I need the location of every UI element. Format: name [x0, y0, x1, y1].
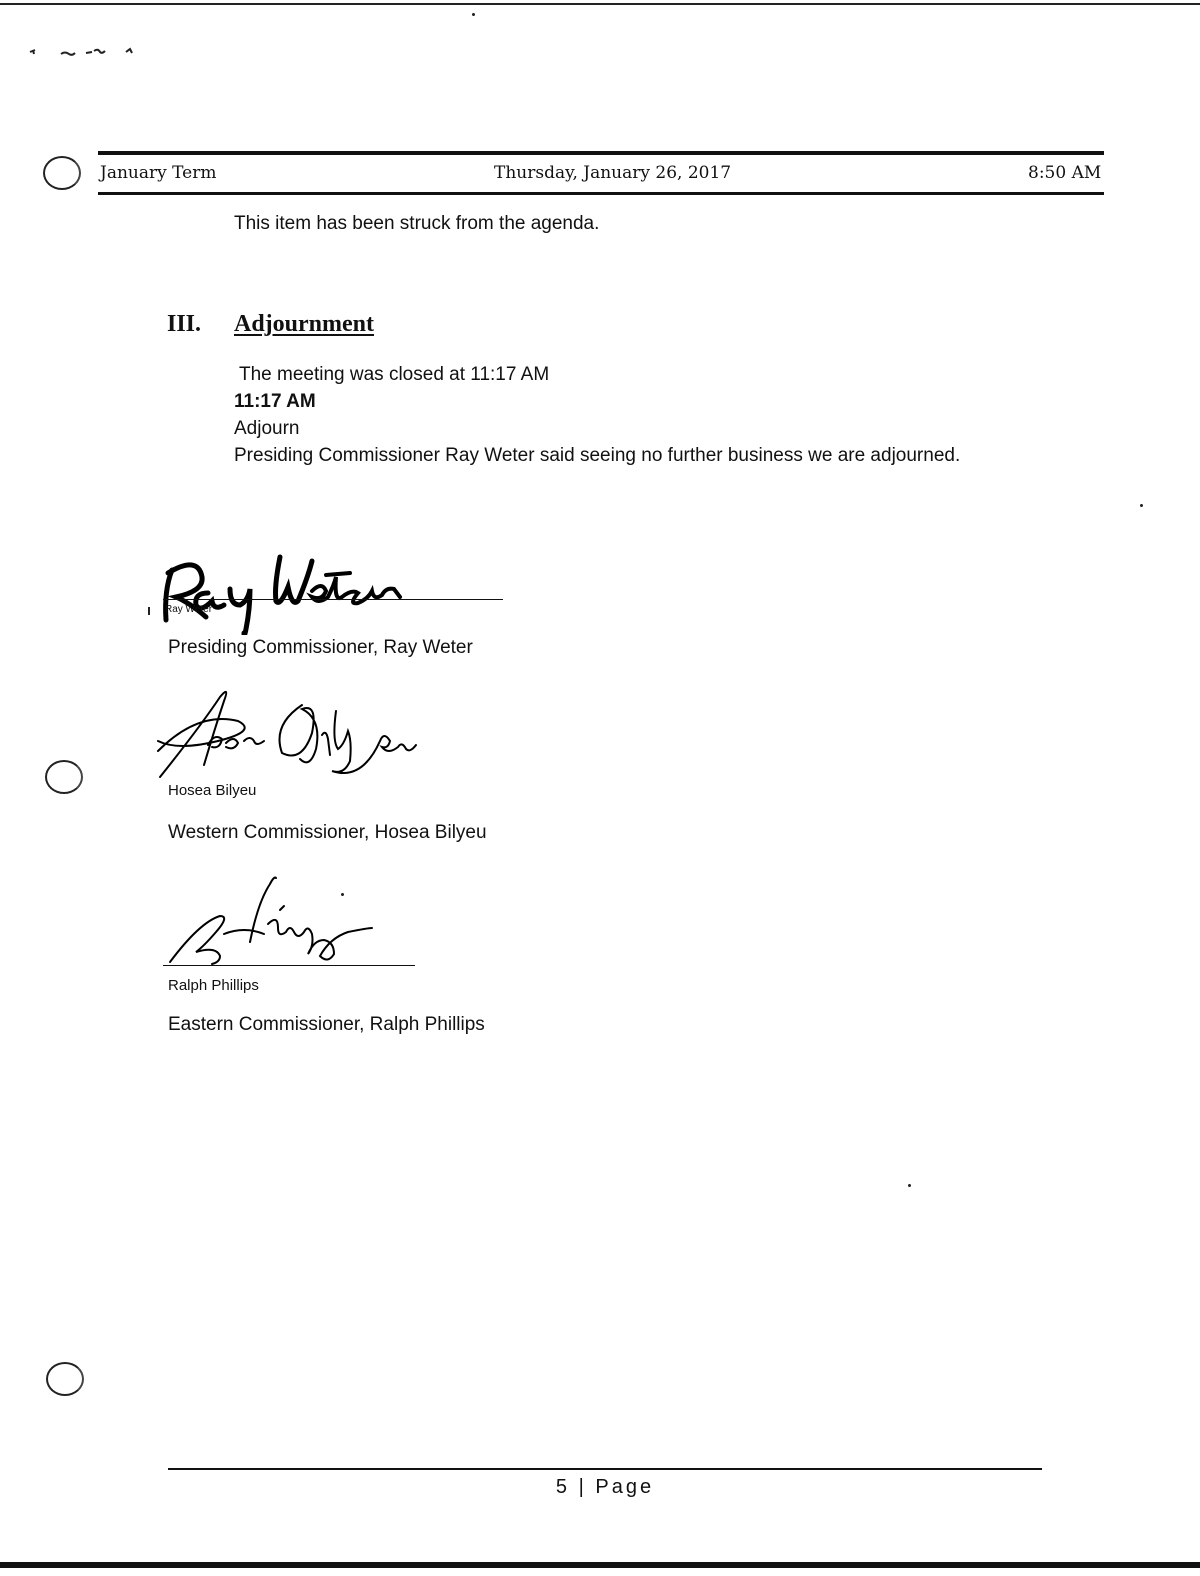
signature-ray-weter — [150, 535, 450, 635]
header-term: January Term — [100, 163, 217, 183]
signature-line — [163, 965, 415, 966]
closing-time: 11:17 AM — [234, 391, 316, 412]
page-number: 5 | Page — [555, 1476, 655, 1498]
scan-top-edge — [0, 3, 1200, 5]
scan-speck — [908, 1184, 911, 1187]
binder-hole-middle — [45, 760, 83, 794]
scan-speck — [1140, 504, 1143, 507]
header-rule-bottom — [98, 192, 1104, 195]
signature-ralph-phillips — [150, 870, 440, 970]
scan-speck — [472, 13, 475, 16]
signer-label: Hosea Bilyeu — [168, 782, 257, 799]
scan-tick — [148, 607, 150, 615]
signer-title: Eastern Commissioner, Ralph Phillips — [168, 1014, 485, 1035]
binder-hole-top — [43, 156, 81, 190]
header-date: Thursday, January 26, 2017 — [494, 163, 732, 183]
meeting-closed-line: The meeting was closed at 11:17 AM — [239, 364, 550, 385]
footer-rule — [168, 1468, 1042, 1470]
signer-label: Ray Weter — [165, 604, 213, 615]
signature-line — [163, 599, 503, 600]
scan-bottom-edge — [0, 1562, 1200, 1568]
header-rule-top — [98, 151, 1104, 155]
section-title: Adjournment — [234, 311, 375, 337]
struck-note: This item has been struck from the agenda. — [234, 213, 600, 234]
section-number: III. — [167, 311, 202, 337]
adjourn-statement: Presiding Commissioner Ray Weter said seeing no further business we are adjourned. — [234, 445, 961, 466]
binder-hole-bottom — [46, 1362, 84, 1396]
signature-hosea-bilyeu — [150, 685, 450, 785]
signer-title: Western Commissioner, Hosea Bilyeu — [168, 822, 487, 843]
signer-title: Presiding Commissioner, Ray Weter — [168, 637, 473, 658]
signer-label: Ralph Phillips — [168, 977, 259, 994]
adjourn-action: Adjourn — [234, 418, 300, 439]
scan-marks — [28, 44, 148, 64]
header-time: 8:50 AM — [1028, 163, 1102, 183]
